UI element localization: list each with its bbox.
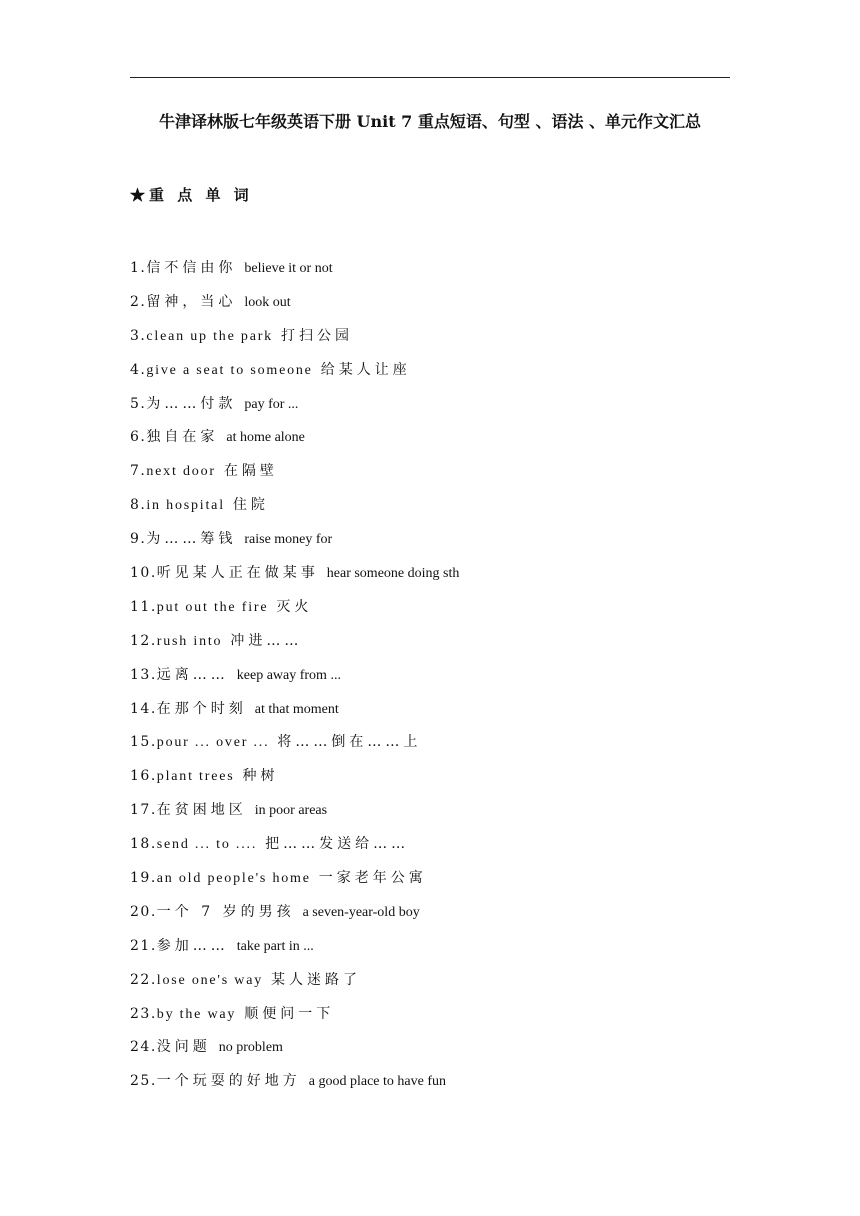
vocab-item-number: 10. xyxy=(130,565,157,582)
vocab-item xyxy=(130,901,459,935)
vocab-item-english: rush into xyxy=(156,633,223,649)
vocab-item-chinese: 参加…… xyxy=(156,937,229,954)
vocab-item-chinese: 听见某人正在做某事 xyxy=(156,565,319,582)
vocab-item-english: no problem xyxy=(218,1040,283,1056)
vocab-item-number: 24. xyxy=(130,1039,157,1056)
vocab-item-number: 6. xyxy=(130,429,147,446)
vocab-item xyxy=(130,833,459,867)
vocab-item-number: 4. xyxy=(130,361,147,378)
vocab-item-chinese: 给某人让座 xyxy=(320,361,411,378)
vocab-item xyxy=(130,867,459,901)
vocab-item-english: clean up the park xyxy=(146,328,273,344)
vocab-item-english: put out the fire xyxy=(156,599,269,615)
vocab-item-english: an old people's home xyxy=(156,871,311,887)
vocab-item-english: believe it or not xyxy=(244,261,333,276)
vocab-item-english: hear someone doing sth xyxy=(326,566,460,582)
vocab-item xyxy=(130,969,459,1003)
vocab-item xyxy=(130,765,459,799)
header-rule xyxy=(130,77,730,78)
vocab-item-english: pay for ... xyxy=(244,396,299,412)
vocab-item-english: take part in ... xyxy=(236,938,314,954)
vocab-item-chinese: 将……倒在……上 xyxy=(277,734,422,751)
vocab-item-number: 25. xyxy=(130,1073,157,1090)
vocab-item-chinese: 在贫困地区 xyxy=(156,802,247,819)
vocab-item xyxy=(130,291,459,325)
vocab-item-english: next door xyxy=(146,464,216,480)
vocab-item-chinese: 灭火 xyxy=(276,598,313,615)
vocab-item-number: 19. xyxy=(130,870,157,887)
vocab-item-chinese: 住院 xyxy=(232,497,269,514)
vocab-item-number: 1. xyxy=(130,260,147,276)
vocab-item-chinese: 打扫公园 xyxy=(280,327,353,344)
vocab-item xyxy=(130,1070,459,1104)
vocab-item-number: 18. xyxy=(130,836,157,853)
vocab-item-chinese: 没问题 xyxy=(156,1039,211,1056)
vocab-item-chinese: 一个 7 岁的男孩 xyxy=(156,903,295,920)
vocab-item-number: 13. xyxy=(130,666,157,683)
vocab-item-number: 2. xyxy=(130,293,147,310)
vocab-item xyxy=(130,630,459,664)
vocab-item-english: at home alone xyxy=(226,430,305,446)
vocab-item-number: 23. xyxy=(130,1005,157,1022)
vocab-item-chinese: 在那个时刻 xyxy=(156,700,247,717)
vocab-item-chinese: 某人迷路了 xyxy=(271,971,362,988)
vocab-item xyxy=(130,460,459,494)
vocab-item-english: look out xyxy=(244,294,291,310)
vocab-item xyxy=(130,1003,459,1037)
vocab-item xyxy=(130,799,459,833)
vocab-item-number: 5. xyxy=(130,395,147,412)
vocab-item xyxy=(130,494,459,528)
vocab-item-english: give a seat to someone xyxy=(146,362,313,378)
vocab-item-number: 14. xyxy=(130,700,157,717)
vocab-item xyxy=(130,731,459,765)
vocab-item-english: by the way xyxy=(156,1006,237,1022)
vocab-item-number: 12. xyxy=(130,632,157,649)
vocab-item-number: 21. xyxy=(130,937,157,954)
vocab-item-number: 15. xyxy=(130,734,157,751)
vocab-item xyxy=(130,562,459,596)
vocab-item-chinese: 远离…… xyxy=(156,666,229,683)
vocab-item-chinese: 一个玩耍的好地方 xyxy=(156,1073,301,1090)
vocab-item xyxy=(130,698,459,732)
vocab-item-english: send ... to .... xyxy=(156,837,258,853)
vocab-item-chinese: 独自在家 xyxy=(146,429,219,446)
vocab-item-chinese: 把……发送给…… xyxy=(265,836,410,853)
vocab-item-chinese: 一家老年公寓 xyxy=(318,870,427,887)
vocab-item xyxy=(130,528,459,562)
vocab-item-english: lose one's way xyxy=(156,972,264,988)
vocab-item-chinese: 为……付款 xyxy=(146,395,237,412)
vocab-item-number: 3. xyxy=(130,327,147,344)
vocab-item-number: 16. xyxy=(130,768,157,785)
vocab-item xyxy=(130,596,459,630)
vocab-item-chinese: 留神，当心 xyxy=(146,293,237,310)
vocab-list xyxy=(130,257,459,1104)
vocab-item-english: plant trees xyxy=(156,769,235,785)
vocab-item-number: 9. xyxy=(130,531,147,548)
vocab-item xyxy=(130,664,459,698)
vocab-item-chinese: 冲进…… xyxy=(230,632,303,649)
vocab-item xyxy=(130,257,459,291)
vocab-item-english: at that moment xyxy=(254,701,339,717)
vocab-item-chinese: 为……筹钱 xyxy=(146,531,237,548)
vocab-item xyxy=(130,1036,459,1070)
vocab-item-number: 11. xyxy=(130,598,157,615)
vocab-item-english: keep away from ... xyxy=(236,667,341,683)
vocab-item-english: raise money for xyxy=(244,532,333,548)
vocab-item xyxy=(130,426,459,460)
vocab-item xyxy=(130,359,459,393)
vocab-item xyxy=(130,393,459,427)
vocab-item-number: 20. xyxy=(130,903,157,920)
vocab-item xyxy=(130,325,459,359)
vocab-item-chinese: 在隔壁 xyxy=(223,463,278,480)
vocab-item-english: a seven-year-old boy xyxy=(302,904,420,920)
vocab-item-chinese: 顺便问一下 xyxy=(244,1005,335,1022)
vocab-item-chinese: 种树 xyxy=(242,768,279,785)
vocab-item-english: pour ... over ... xyxy=(156,735,270,751)
vocab-item-number: 22. xyxy=(130,971,157,988)
vocab-item xyxy=(130,935,459,969)
section-heading-key-words: ★重 点 单 词 xyxy=(130,186,253,204)
vocab-item-number: 17. xyxy=(130,802,157,819)
vocab-item-number: 8. xyxy=(130,497,147,514)
vocab-item-chinese: 信不信由你 xyxy=(146,260,237,276)
vocab-item-english: a good place to have fun xyxy=(308,1074,446,1090)
vocab-item-english: in poor areas xyxy=(254,803,328,819)
vocab-item-number: 7. xyxy=(130,463,147,480)
vocab-item-english: in hospital xyxy=(146,498,225,514)
document-title: 牛津译林版七年级英语下册 Unit 7 重点短语、句型 、语法 、单元作文汇总 xyxy=(158,112,702,131)
